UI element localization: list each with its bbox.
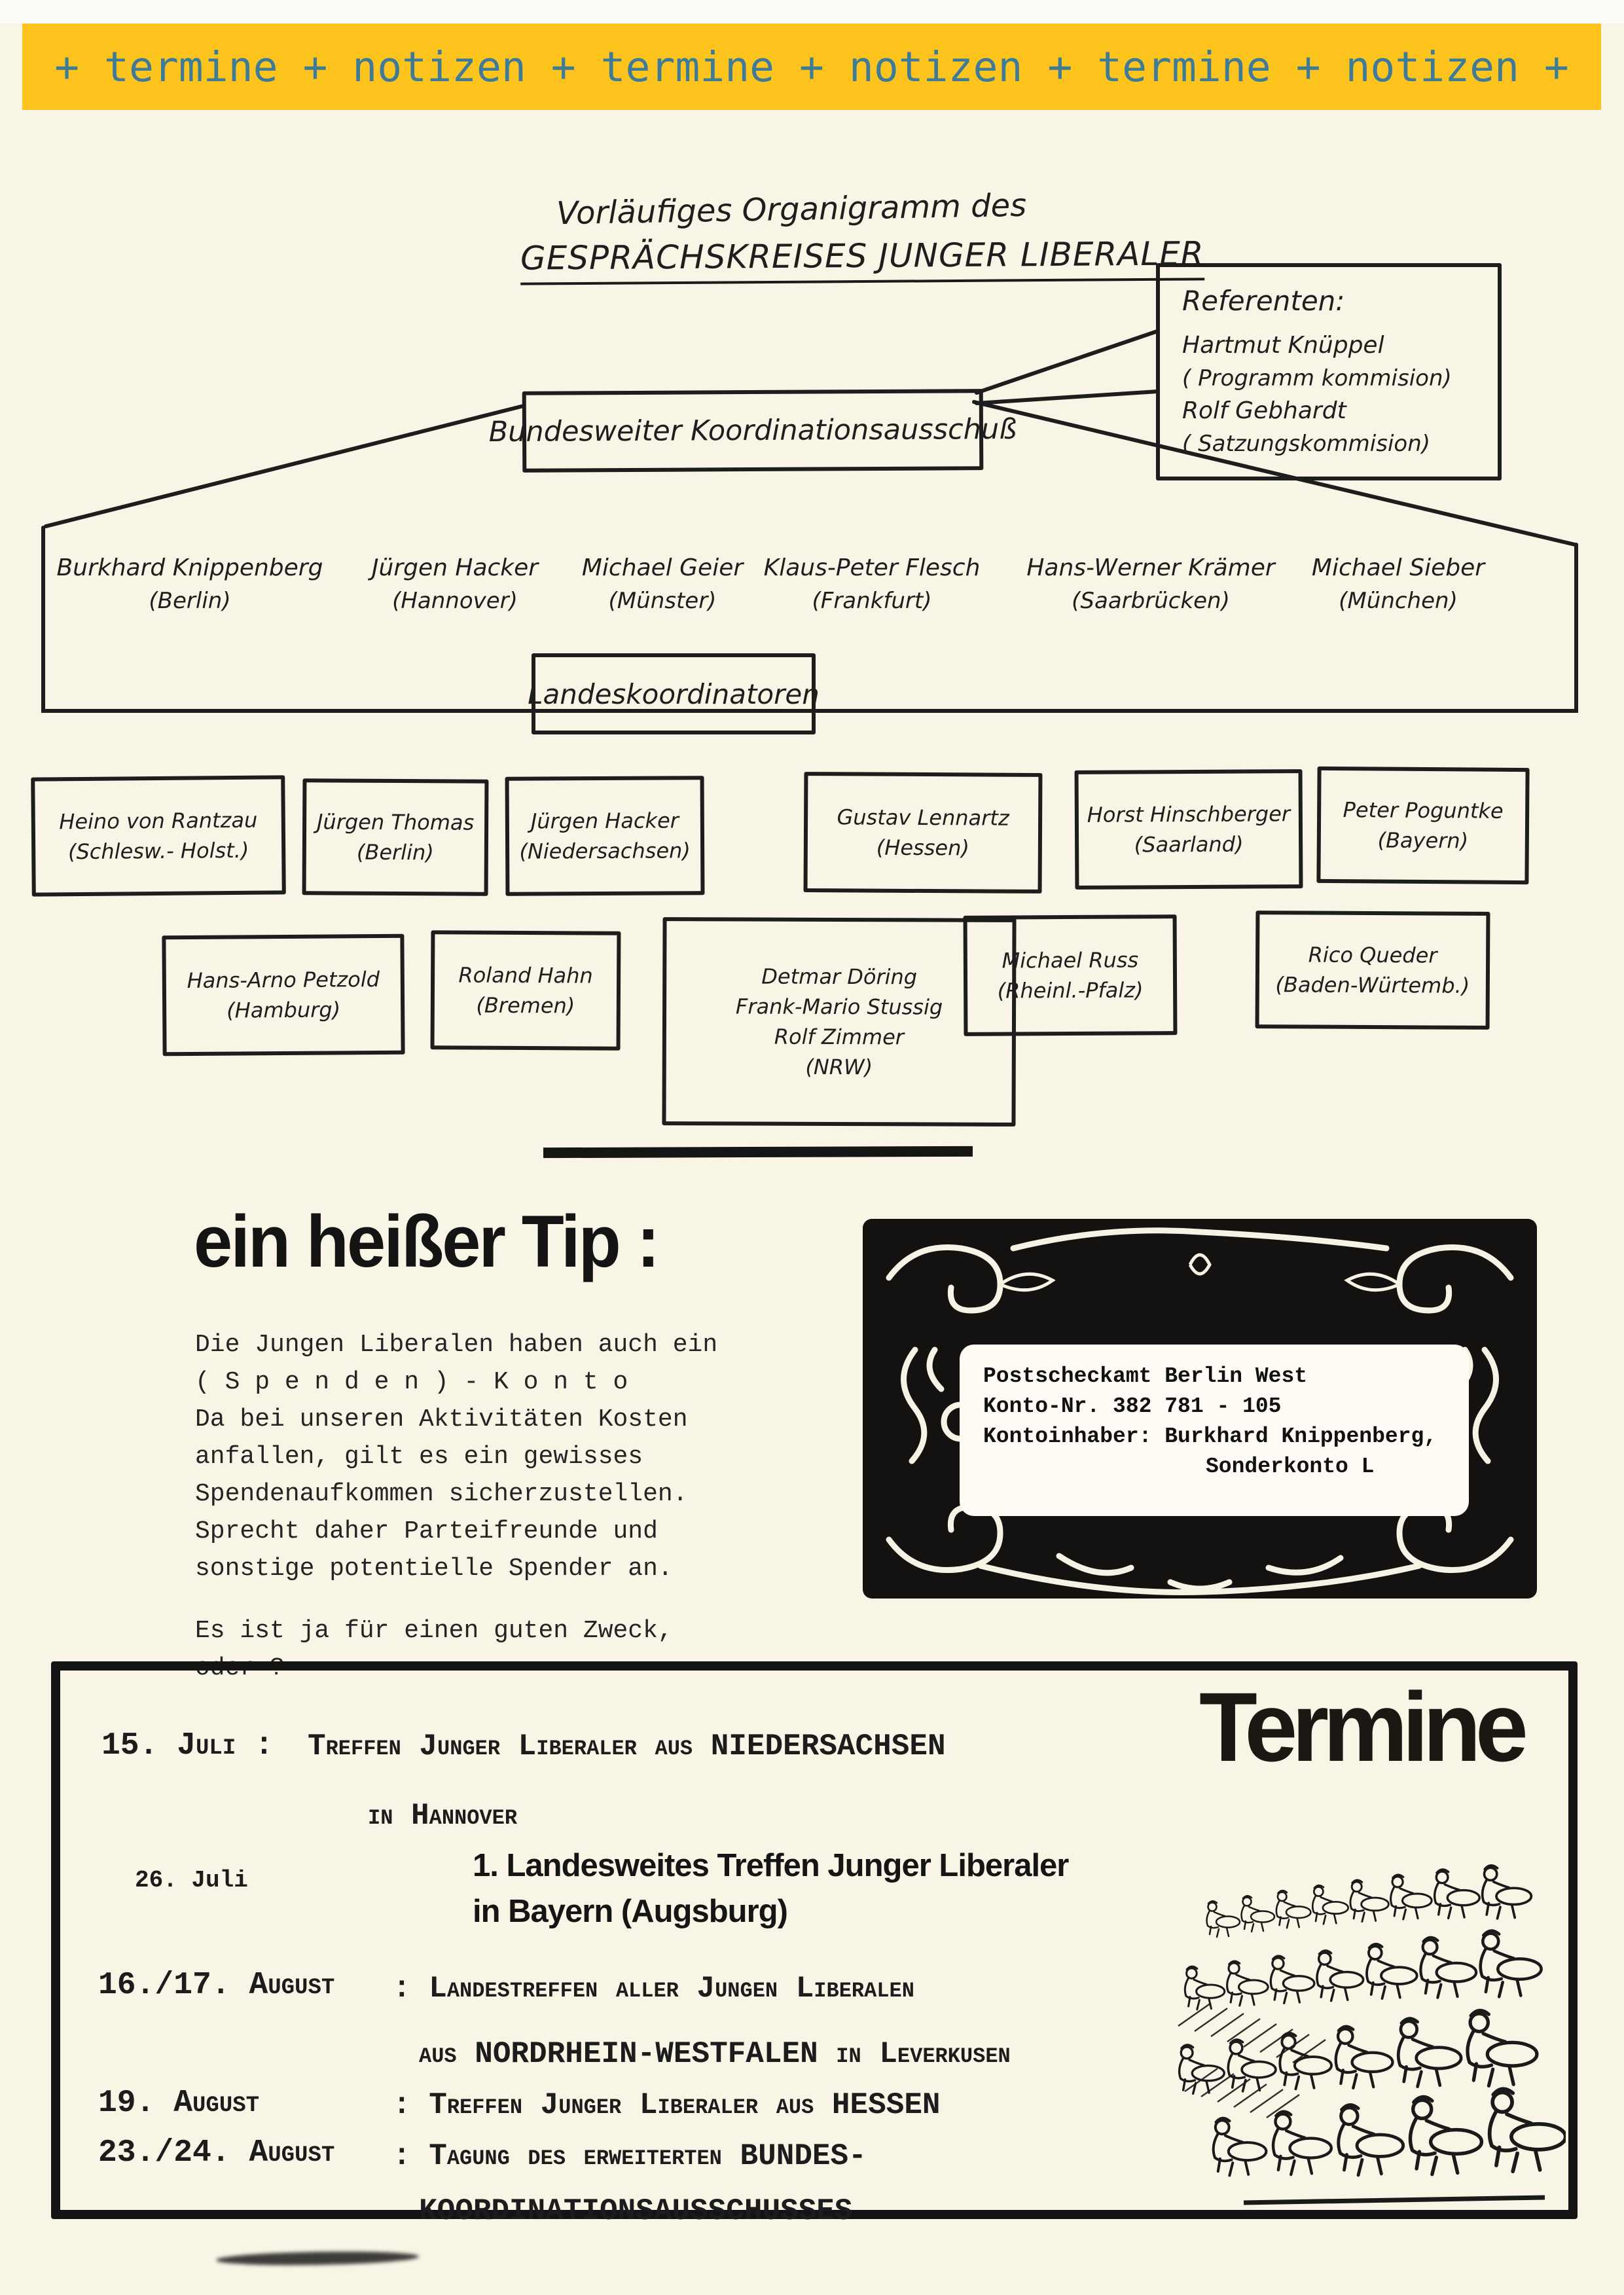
committee-member [582, 551, 743, 617]
tip-line: anfallen, gilt es ein gewisses [195, 1443, 643, 1471]
member-name: Burkhard Knippenberg [56, 554, 323, 581]
termine-logo: Termine [1199, 1672, 1523, 1782]
coordinator-name: Horst Hinschberger [1087, 801, 1291, 827]
coordinator-name: Hans-Arno Petzold [187, 966, 380, 994]
coordinator-box [1255, 911, 1490, 1030]
coordinator-region: (NRW) [805, 1054, 873, 1080]
referent-role: ( Programm kommision) [1182, 365, 1452, 391]
event-text-part: : Tagung des erweiterten [393, 2139, 740, 2173]
coordinator-name: Rolf Zimmer [774, 1024, 905, 1050]
coordinator-box [431, 930, 621, 1051]
committee-member [1312, 551, 1485, 617]
coordinator-name: Heino von Rantzau [59, 807, 258, 835]
event-text: : Treffen Junger Liberaler aus HESSEN [393, 2088, 941, 2122]
referent-role: ( Satzungskommision) [1182, 430, 1431, 457]
event-text: 1. Landesweites Treffen Junger Liberaler [473, 1848, 1069, 1883]
coordinator-box [1316, 767, 1529, 884]
event-text: KOORDINATIONSAUSSCHUSSES [419, 2194, 853, 2228]
banner-text: + termine + notizen + termine + notizen + termine + notizen + [54, 43, 1569, 91]
member-name: Michael Geier [581, 554, 744, 581]
event-date: 23./24. August [98, 2135, 335, 2171]
event-text: aus NORDRHEIN-WESTFALEN in Leverkusen [419, 2037, 1011, 2071]
committee-label: Bundesweiter Koordinationsausschuß [488, 412, 1017, 449]
event-text: in Hannover [368, 1799, 518, 1833]
member-name: Hans-Werner Krämer [1026, 554, 1275, 581]
event-text: : Landestreffen aller Jungen Liberalen [393, 1972, 914, 2006]
event-text [393, 2139, 867, 2173]
coordinator-region: (Saarland) [1134, 831, 1244, 858]
coordinator-region: (Berlin) [356, 839, 434, 865]
landes-label: Landeskoordinatoren [528, 678, 820, 710]
account-line: Kontoinhaber: Burkhard Knippenberg, [983, 1424, 1437, 1449]
referenten-box [1156, 263, 1502, 480]
member-city: (München) [1339, 588, 1458, 614]
tip-line: oder ? [195, 1654, 285, 1682]
account-ornate-box [863, 1219, 1537, 1599]
coordinator-name: Jürgen Hacker [530, 808, 679, 834]
account-line: Sonderkonto L [1206, 1455, 1375, 1479]
coordinator-name: Jürgen Thomas [316, 809, 475, 835]
coordinator-region: (Rheinl.-Pfalz) [997, 977, 1144, 1003]
committee-member [372, 551, 538, 617]
member-name: Jürgen Hacker [371, 554, 539, 581]
event-date: 19. August [98, 2086, 260, 2121]
tip-line: Sprecht daher Parteifreunde und [195, 1517, 658, 1545]
tip-line: Spendenaufkommen sicherzustellen. [195, 1480, 688, 1508]
coordinator-box [964, 914, 1178, 1036]
referent-name: Hartmut Knüppel [1182, 331, 1384, 359]
coordinator-name: Rico Queder [1308, 942, 1437, 968]
account-line: Konto-Nr. 382 781 - 105 [983, 1394, 1282, 1419]
tip-heading: ein heißer Tip : [194, 1201, 659, 1282]
coordinator-box [505, 776, 705, 896]
member-city: (Münster) [608, 588, 717, 614]
account-info-panel [960, 1345, 1469, 1516]
orgchart-title-line1: Vorläufiges Organigramm des [556, 187, 1027, 232]
tip-body [195, 1326, 850, 1687]
crowd-cartoon-illustration [1165, 1862, 1566, 2211]
member-name: Michael Sieber [1311, 554, 1485, 581]
referenten-heading: Referenten: [1182, 284, 1345, 317]
coordinator-box [162, 934, 405, 1057]
event-date: 15. Juli : [101, 1728, 274, 1763]
member-city: (Saarbrücken) [1072, 588, 1230, 614]
section-divider [543, 1146, 973, 1158]
member-city: (Hannover) [392, 588, 518, 614]
coordinator-name: Roland Hahn [458, 962, 593, 988]
orgchart-title-line2: GESPRÄCHSKREISES JUNGER LIBERALER [520, 234, 1204, 285]
tip-line: Es ist ja für einen guten Zweck, [195, 1617, 673, 1645]
tip-line: Die Jungen Liberalen haben auch ein [195, 1331, 718, 1359]
event-text-part-bold: BUNDES- [740, 2139, 867, 2173]
tip-line: sonstige potentielle Spender an. [195, 1555, 673, 1583]
coordinator-region: (Baden-Würtemb.) [1275, 972, 1470, 998]
ink-smudge [216, 2250, 419, 2266]
tip-line: Da bei unseren Aktivitäten Kosten [195, 1405, 688, 1434]
committee-member [1026, 551, 1274, 617]
coordinator-name: Detmar Döring [761, 964, 918, 990]
coordinator-region: (Hamburg) [226, 997, 341, 1023]
committee-member [764, 551, 981, 617]
event-date: 26. Juli [135, 1867, 248, 1894]
committee-member [57, 551, 323, 617]
coordinator-name: Frank-Mario Stussig [735, 994, 943, 1020]
coordinator-region: (Schlesw.- Holst.) [67, 837, 249, 865]
account-line: Postscheckamt Berlin West [983, 1364, 1308, 1388]
coordinator-region: (Bremen) [476, 992, 575, 1019]
event-text: in Bayern (Augsburg) [473, 1894, 787, 1929]
tip-line: ( S p e n d e n ) - K o n t o [195, 1368, 628, 1396]
coordinator-box [31, 775, 286, 896]
coordinator-region: (Niedersachsen) [519, 838, 691, 864]
committee-box [488, 389, 1017, 473]
coordinator-region: (Bayern) [1377, 827, 1469, 854]
coordinator-box [302, 778, 489, 895]
coordinator-box [1075, 769, 1303, 890]
referent-name: Rolf Gebhardt [1182, 397, 1346, 424]
member-name: Klaus-Peter Flesch [763, 554, 981, 581]
member-city: (Frankfurt) [812, 588, 932, 614]
coordinator-name: Michael Russ [1001, 947, 1139, 973]
event-text: Treffen Junger Liberaler aus NIEDERSACHSEN [308, 1729, 946, 1763]
coordinator-name: Gustav Lennartz [837, 804, 1009, 831]
landeskoordinatoren-box [528, 653, 820, 734]
coordinator-box [804, 772, 1043, 894]
event-date: 16./17. August [98, 1968, 335, 2003]
coordinator-name: Peter Poguntke [1343, 797, 1504, 823]
coordinator-region: (Hessen) [876, 835, 969, 861]
member-city: (Berlin) [149, 588, 231, 614]
